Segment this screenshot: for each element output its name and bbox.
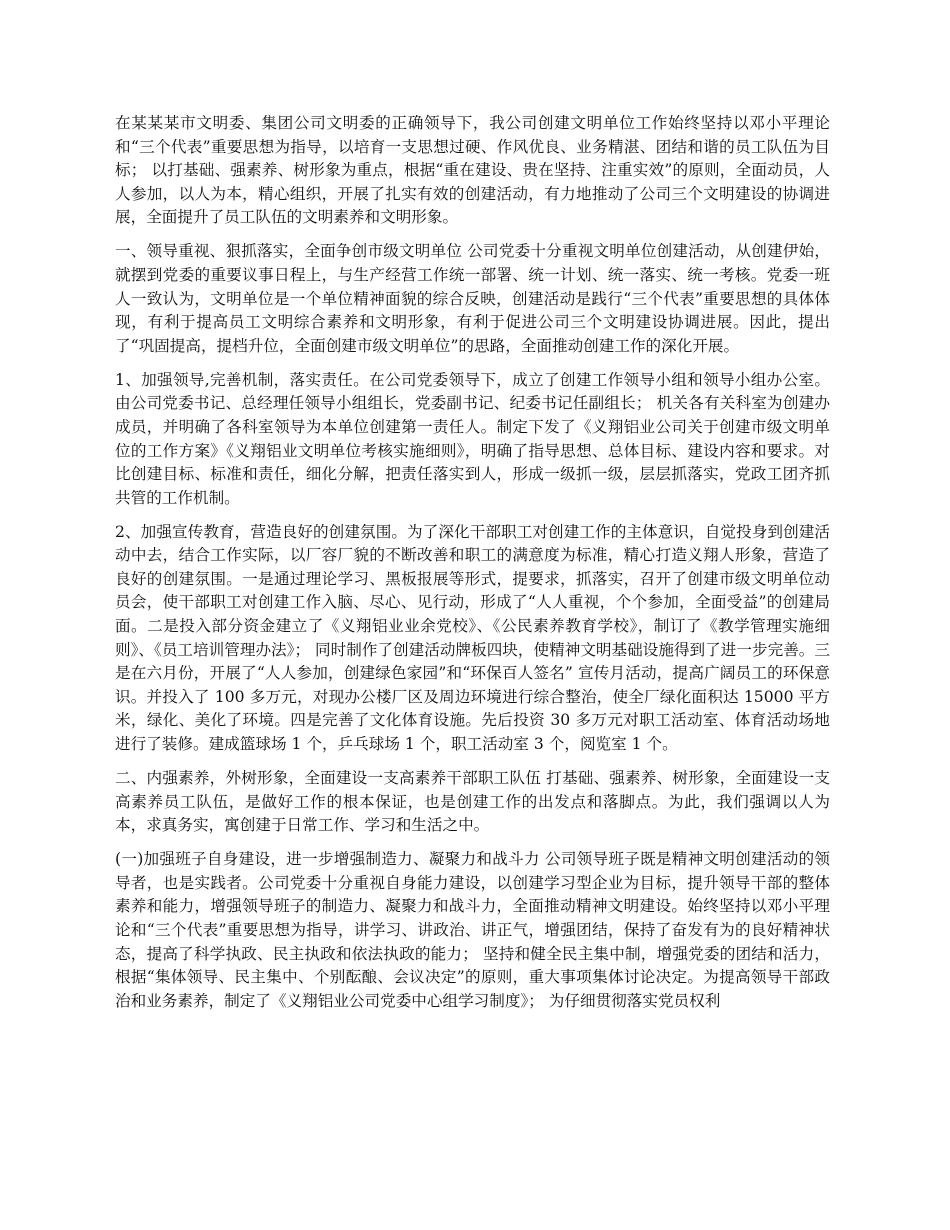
item-two-paragraph: 2、加强宣传教育，营造良好的创建氛围。为了深化干部职工对创建工作的主体意识，自觉投身到创建活动中去，结合工作实际，以厂容厂貌的不断改善和职工的满意度为标准，精心打造义翔人形象，营造了良好的创建氛围。一是通过理论学习、黑板报展等形式，提要求，抓落实，召开了创建市级文明单位动员会，使干部职工对创建工作入脑、尽心、见行动，形成了“人人重视，个个参加，全面受益”的创建局面。二是投入部分资金建立了《义翔铝业业余党校》、《公民素养教育学校》，制订了《教学管理实施细则》、《员工培训管理办法》； 同时制作了创建活动牌板四块，使精神文明基础设施得到了进一步完善。三是在六月份，开展了“人人参加，创建绿色家园”和“环保百人签名” 宣传月活动，提高广阔员工的环保意识。并投入了 100 多万元，对现办公楼厂区及周边环境进行综合整治，使全厂绿化面积达 15000 平方米，绿化、美化了环境。四是完善了文化体育设施。先后投资 30 多万元对职工活动室、体育活动场地进行了装修。建成篮球场 1 个，乒乓球场 1 个，职工活动室 3 个，阅览室 1 个。 [115,522,830,754]
section-two-paragraph: 二、内强素养，外树形象，全面建设一支高素养干部职工队伍 打基础、强素养、树形象，全面建设一支高素养员工队伍，是做好工作的根本保证，也是创建工作的出发点和落脚点。为此，我们强调以人为本，求真务实，寓创建于日常工作、学习和生活之中。 [115,769,830,835]
document-page [115,112,830,1024]
subsection-one-paragraph: (一)加强班子自身建设，进一步增强制造力、凝聚力和战斗力 公司领导班子既是精神文明创建活动的领导者，也是实践者。公司党委十分重视自身能力建设，以创建学习型企业为目标，提升领导干部的整体素养和能力，增强领导班子的制造力、凝聚力和战斗力，全面推动精神文明建设。始终坚持以邓小平理论和“三个代表”重要思想为指导，讲学习、讲政治、讲正气，增强团结，保持了奋发有为的良好精神状态，提高了科学执政、民主执政和依法执政的能力； 坚持和健全民主集中制，增强党委的团结和活力，根据“集体领导、民主集中、个别酝酿、会议决定”的原则，重大事项集体讨论决定。为提高领导干部政治和业务素养，制定了《义翔铝业公司党委中心组学习制度》； 为仔细贯彻落实党员权利 [115,850,830,1010]
section-one-paragraph: 一、领导重视、狠抓落实，全面争创市级文明单位 公司党委十分重视文明单位创建活动，从创建伊始，就摆到党委的重要议事日程上，与生产经营工作统一部署、统一计划、统一落实、统一考核。党委一班人一致认为，文明单位是一个单位精神面貌的综合反映，创建活动是践行“三个代表”重要思想的具体体现，有利于提高员工文明综合素养和文明形象，有利于促进公司三个文明建设协调进展。因此，提出了“巩固提高，提档升位，全面创建市级文明单位”的思路，全面推动创建工作的深化开展。 [115,242,830,355]
item-one-paragraph: 1、加强领导,完善机制，落实责任。在公司党委领导下，成立了创建工作领导小组和领导小组办公室。由公司党委书记、总经理任领导小组组长，党委副书记、纪委书记任副组长； 机关各有关科室为创建办成员，并明确了各科室领导为本单位创建第一责任人。制定下发了《义翔铝业公司关于创建市级文明单位的工作方案》《义翔铝业文明单位考核实施细则》，明确了指导思想、总体目标、建设内容和要求。对比创建目标、标准和责任，细化分解，把责任落实到人，形成一级抓一级，层层抓落实，党政工团齐抓共管的工作机制。 [115,370,830,507]
intro-paragraph: 在某某某市文明委、集团公司文明委的正确领导下，我公司创建文明单位工作始终坚持以邓小平理论和“三个代表”重要思想为指导，以培育一支思想过硬、作风优良、业务精湛、团结和谐的员工队伍为目标； 以打基础、强素养、树形象为重点，根据“重在建设、贵在坚持、注重实效”的原则，全面动员，人人参加，以人为本，精心组织，开展了扎实有效的创建活动，有力地推动了公司三个文明建设的协调进展，全面提升了员工队伍的文明素养和文明形象。 [115,114,830,227]
